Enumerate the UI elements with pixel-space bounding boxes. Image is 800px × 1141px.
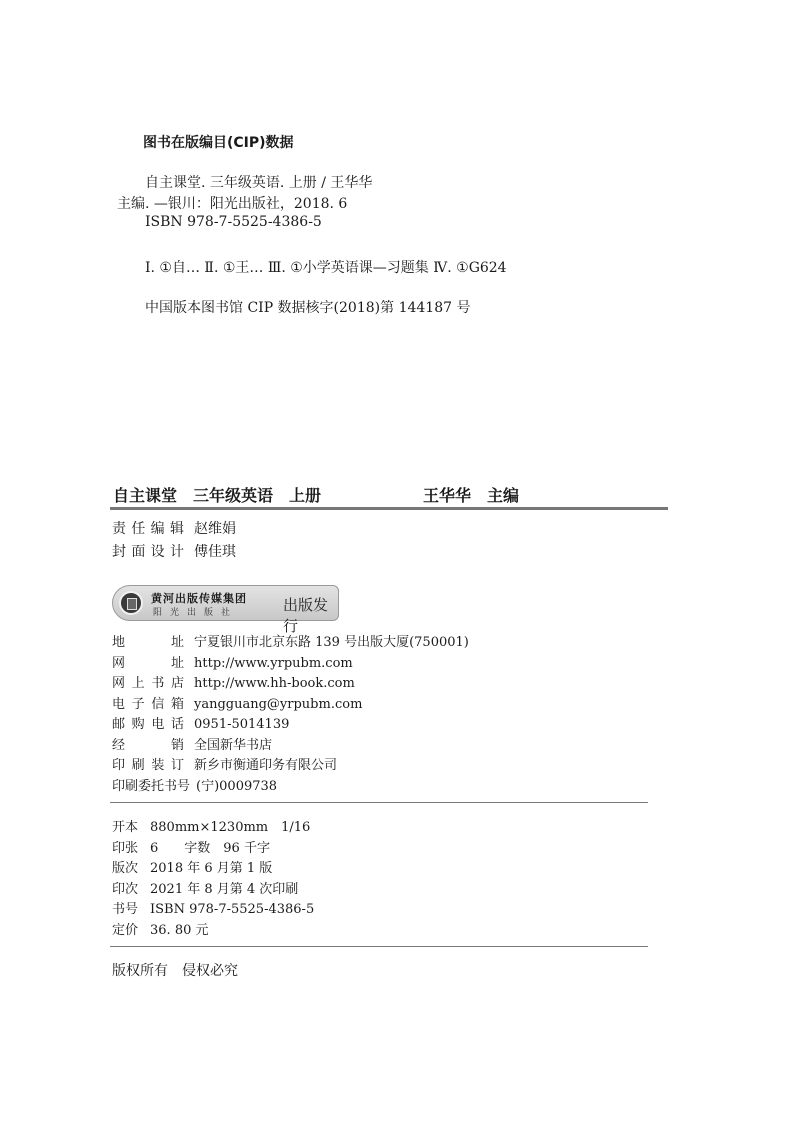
spec-label: 开本 — [112, 820, 139, 835]
info-label: 网 址 — [112, 656, 184, 671]
chief-editor: 王华华 主编 — [423, 486, 520, 505]
info-value: (宁)0009738 — [196, 779, 278, 794]
publisher-logo — [112, 585, 339, 635]
staff-row-cover — [112, 541, 236, 561]
staff-label: 封面设计 — [112, 544, 184, 560]
spec-label: 定价 — [112, 923, 139, 938]
publisher-press-name: 阳光出版社 — [153, 608, 239, 618]
info-value: 全国新华书店 — [194, 738, 273, 753]
spec-label: 印张 — [112, 841, 139, 856]
cip-line-3: ISBN 978-7-5525-4386-5 — [145, 214, 322, 230]
info-label: 电子信箱 — [112, 697, 184, 712]
spec-value: 6 字数 96 千字 — [150, 841, 270, 856]
info-value: 0951-5014139 — [194, 717, 290, 732]
info-label: 印刷装订 — [112, 758, 184, 773]
spec-label: 版次 — [112, 861, 139, 876]
info-value: http://www.yrpubm.com — [194, 656, 353, 671]
info-value: yangguang@yrpubm.com — [194, 697, 363, 712]
spec-row-isbn — [112, 898, 314, 917]
spec-row-printing — [112, 878, 298, 897]
spec-label: 印次 — [112, 882, 139, 897]
info-row-printer — [112, 754, 337, 773]
publisher-emblem-icon — [119, 591, 143, 615]
cip-line-2: 主编. —银川：阳光出版社，2018. 6 — [117, 196, 348, 212]
spec-row-format — [112, 816, 310, 835]
book-title: 自主课堂 三年级英语 上册 — [113, 486, 322, 505]
cip-heading: 图书在版编目(CIP)数据 — [143, 135, 294, 151]
divider-specs-bottom — [110, 946, 648, 947]
cip-record-number: 中国版本图书馆 CIP 数据核字(2018)第 144187 号 — [145, 300, 471, 316]
publisher-issue-text: 出版发行 — [283, 596, 329, 635]
divider-specs-top — [110, 802, 648, 803]
info-label: 网上书店 — [112, 676, 184, 691]
info-label: 印刷委托书号 — [112, 779, 191, 794]
info-row-distributor — [112, 734, 272, 753]
staff-value: 傅佳琪 — [194, 544, 236, 560]
info-value: http://www.hh-book.com — [194, 676, 355, 691]
info-row-website — [112, 652, 353, 671]
info-row-print-license — [112, 775, 277, 794]
staff-value: 赵维娟 — [194, 521, 236, 537]
info-row-phone — [112, 713, 289, 732]
spec-row-edition — [112, 857, 272, 876]
staff-row-editor — [112, 518, 236, 538]
spec-label: 书号 — [112, 902, 139, 917]
spec-value: 2021 年 8 月第 4 次印刷 — [150, 882, 299, 897]
cip-line-1: 自主课堂. 三年级英语. 上册 / 王华华 — [145, 175, 373, 191]
publisher-group-name: 黄河出版传媒集团 — [151, 592, 247, 605]
spec-row-price — [112, 919, 209, 938]
staff-label: 责任编辑 — [112, 521, 184, 537]
rights-notice: 版权所有 侵权必究 — [112, 963, 238, 979]
title-underline — [110, 507, 668, 510]
spec-value: 880mm×1230mm 1/16 — [150, 820, 311, 835]
cip-classification: Ⅰ. ①自… Ⅱ. ①王… Ⅲ. ①小学英语课—习题集 Ⅳ. ①G624 — [145, 260, 507, 276]
spec-value: 36. 80 元 — [150, 923, 209, 938]
info-label: 地 址 — [112, 635, 184, 650]
info-value: 新乡市衡通印务有限公司 — [194, 758, 338, 773]
info-row-online-store — [112, 672, 355, 691]
spec-row-sheets — [112, 837, 270, 856]
info-row-address — [112, 631, 469, 650]
info-row-email — [112, 693, 362, 712]
info-value: 宁夏银川市北京东路 139 号出版大厦(750001) — [194, 635, 469, 650]
spec-value: ISBN 978-7-5525-4386-5 — [150, 902, 315, 917]
info-label: 邮购电话 — [112, 717, 184, 732]
spec-value: 2018 年 6 月第 1 版 — [150, 861, 273, 876]
info-label: 经 销 — [112, 738, 184, 753]
